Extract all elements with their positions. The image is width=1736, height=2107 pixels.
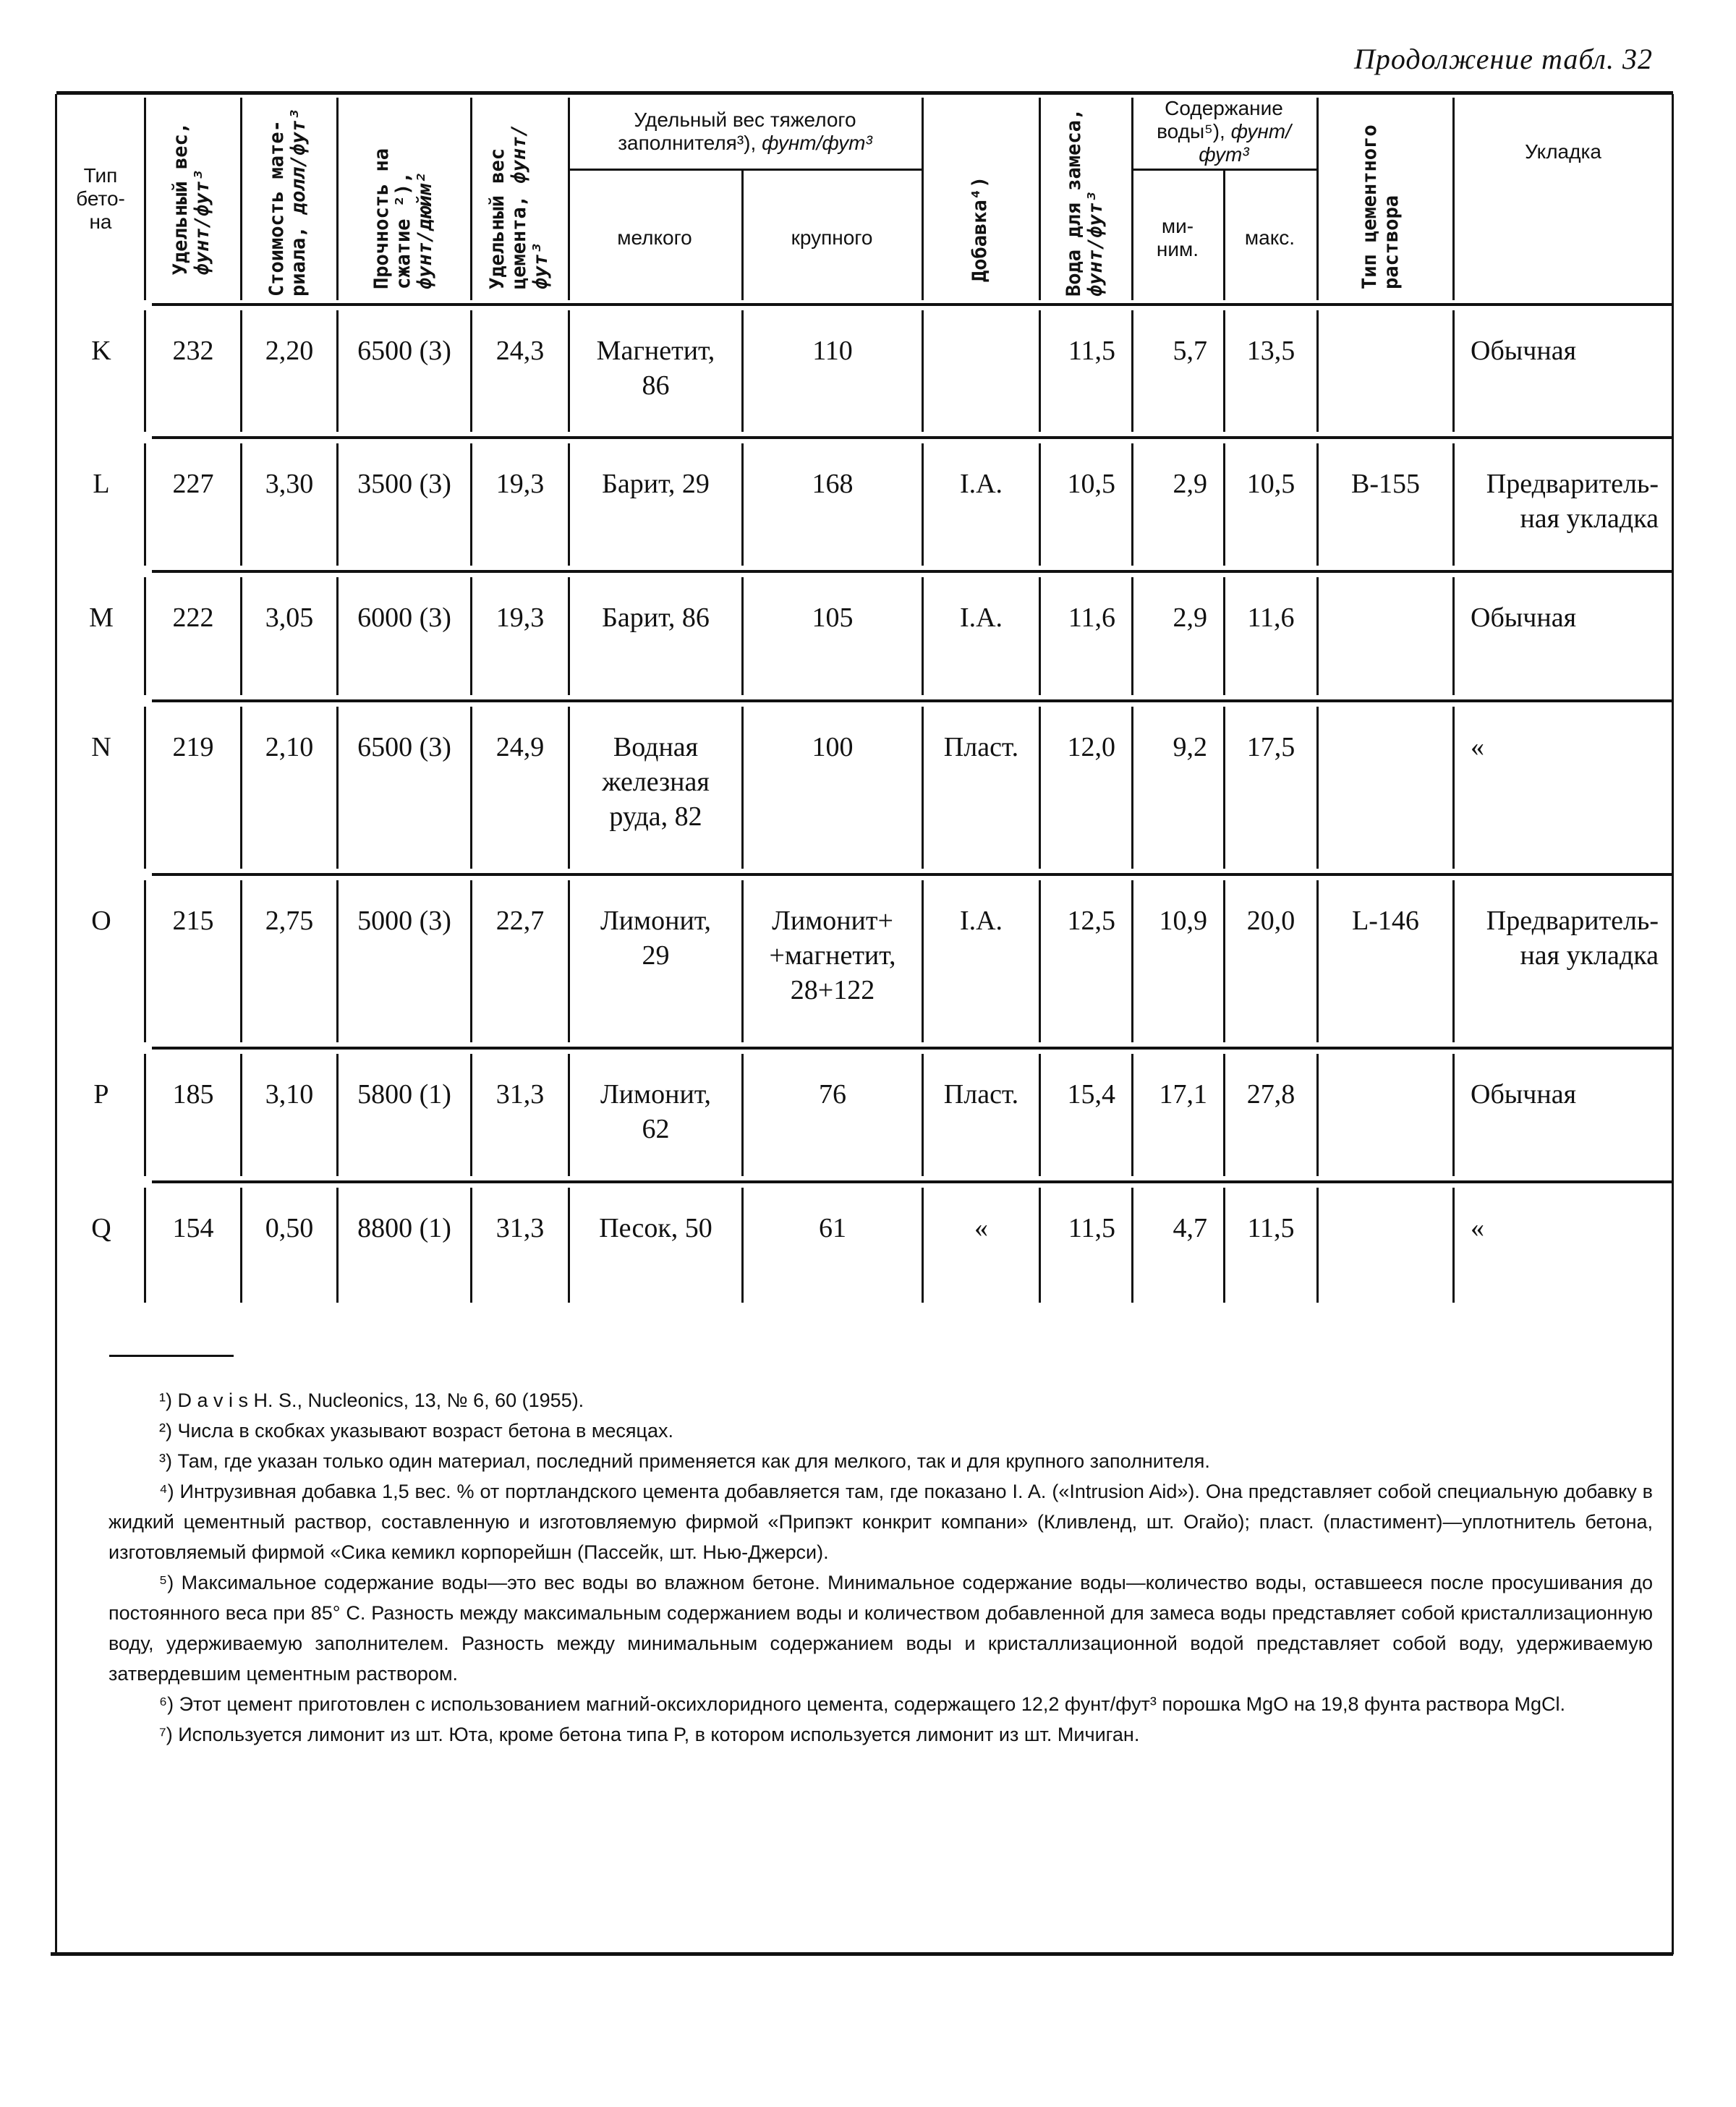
cell-coarse: 100 bbox=[812, 732, 854, 762]
row-separator bbox=[152, 436, 1673, 439]
column-separator bbox=[568, 98, 570, 300]
column-separator bbox=[1131, 98, 1133, 300]
column-separator bbox=[240, 577, 242, 695]
column-separator bbox=[336, 880, 339, 1042]
column-separator bbox=[336, 1188, 339, 1303]
cell-additive: Пласт. bbox=[943, 732, 1019, 762]
cell-density: 227 bbox=[172, 469, 214, 499]
column-separator bbox=[470, 443, 472, 566]
cell-density: 154 bbox=[172, 1213, 214, 1243]
column-separator bbox=[1316, 880, 1319, 1042]
column-separator bbox=[144, 707, 146, 869]
cell-coarse: 61 bbox=[819, 1213, 846, 1243]
cell-type: M bbox=[89, 603, 114, 633]
cell-w-min: 2,9 bbox=[1173, 603, 1207, 633]
header-grout-type: Тип цементного раствора bbox=[1358, 124, 1403, 289]
column-separator bbox=[1131, 310, 1133, 432]
column-separator bbox=[1131, 443, 1133, 566]
cell-density: 219 bbox=[172, 732, 214, 762]
cell-placement: Обычная bbox=[1471, 603, 1577, 633]
cell-cement: 19,3 bbox=[495, 603, 545, 633]
cell-cost: 3,05 bbox=[265, 603, 314, 633]
cell-grout bbox=[1319, 1048, 1452, 1182]
column-separator bbox=[240, 1188, 242, 1303]
cell-placement: Предваритель-ная укладка bbox=[1486, 469, 1659, 534]
column-separator bbox=[1131, 1054, 1133, 1176]
column-separator bbox=[1452, 1188, 1455, 1303]
column-separator bbox=[568, 880, 570, 1042]
column-separator bbox=[470, 1188, 472, 1303]
page-title: Продолжение табл. 32 bbox=[1353, 43, 1653, 75]
row-separator bbox=[152, 699, 1673, 702]
footnotes bbox=[109, 1385, 1653, 1750]
cell-w-min: 10,9 bbox=[1159, 906, 1207, 936]
column-separator bbox=[1039, 880, 1041, 1042]
cell-type: P bbox=[93, 1079, 109, 1110]
column-separator bbox=[240, 443, 242, 566]
column-separator bbox=[144, 443, 146, 566]
column-separator bbox=[1452, 310, 1455, 432]
cell-mix-water: 11,6 bbox=[1068, 603, 1115, 633]
cell-w-max: 20,0 bbox=[1246, 906, 1295, 936]
cell-w-min: 9,2 bbox=[1173, 732, 1207, 762]
header-water-min: ми-ним. bbox=[1156, 214, 1199, 260]
column-separator bbox=[922, 1188, 924, 1303]
cell-fine: Лимонит, 29 bbox=[600, 906, 712, 971]
column-separator bbox=[1316, 310, 1319, 432]
header-coarse: крупного bbox=[791, 226, 873, 249]
cell-strength: 6500 (3) bbox=[357, 732, 451, 762]
cell-cement: 24,3 bbox=[495, 336, 545, 366]
cell-fine: Барит, 29 bbox=[602, 469, 710, 499]
cell-w-max: 10,5 bbox=[1246, 469, 1295, 499]
cell-w-max: 17,5 bbox=[1246, 732, 1295, 762]
cell-strength: 5000 (3) bbox=[357, 906, 451, 936]
cell-strength: 3500 (3) bbox=[357, 469, 451, 499]
column-separator bbox=[568, 1054, 570, 1176]
cell-density: 185 bbox=[172, 1079, 214, 1110]
column-separator bbox=[741, 310, 744, 432]
header-density: Удельный вес, фунт/фут³ bbox=[169, 122, 213, 276]
cell-additive: « bbox=[974, 1213, 988, 1243]
header-fine: мелкого bbox=[617, 226, 692, 249]
column-separator bbox=[922, 98, 924, 300]
cell-strength: 6000 (3) bbox=[357, 603, 451, 633]
column-separator bbox=[1039, 98, 1041, 300]
column-separator bbox=[568, 310, 570, 432]
column-separator bbox=[741, 880, 744, 1042]
column-separator bbox=[922, 880, 924, 1042]
column-separator bbox=[336, 707, 339, 869]
footnote-rule bbox=[109, 1355, 234, 1357]
cell-additive: I.A. bbox=[959, 469, 1003, 499]
column-separator bbox=[1316, 1054, 1319, 1176]
column-separator bbox=[240, 98, 242, 300]
cell-additive bbox=[924, 305, 1039, 438]
cell-type: O bbox=[91, 906, 111, 936]
cell-type: Q bbox=[91, 1213, 111, 1243]
cell-type: L bbox=[93, 469, 110, 499]
cell-cement: 31,3 bbox=[495, 1213, 545, 1243]
column-separator bbox=[741, 171, 744, 300]
column-separator bbox=[741, 1054, 744, 1176]
cell-w-min: 17,1 bbox=[1159, 1079, 1207, 1110]
header-water-max: макс. bbox=[1244, 226, 1295, 249]
frame-bottom-rule bbox=[51, 1952, 1673, 1956]
column-separator bbox=[336, 443, 339, 566]
header-cost: Стоимость мате-риала, долл/фут³ bbox=[265, 108, 310, 297]
cell-grout: B-155 bbox=[1351, 469, 1420, 499]
frame-right bbox=[1672, 94, 1674, 1954]
column-separator bbox=[922, 1054, 924, 1176]
cell-grout bbox=[1319, 701, 1452, 874]
column-separator bbox=[1223, 443, 1225, 566]
cell-w-min: 5,7 bbox=[1173, 336, 1207, 366]
column-separator bbox=[336, 98, 339, 300]
table-top-rule bbox=[56, 91, 1673, 95]
column-separator bbox=[240, 310, 242, 432]
column-separator bbox=[922, 577, 924, 695]
cell-cement: 19,3 bbox=[495, 469, 545, 499]
column-separator bbox=[144, 577, 146, 695]
column-separator bbox=[240, 1054, 242, 1176]
cell-coarse: Лимонит+ +магнетит, 28+122 bbox=[769, 906, 896, 1005]
column-separator bbox=[1131, 1188, 1133, 1303]
cell-grout bbox=[1319, 571, 1452, 701]
column-separator bbox=[741, 1188, 744, 1303]
column-separator bbox=[1223, 707, 1225, 869]
cell-grout bbox=[1319, 1182, 1452, 1308]
column-separator bbox=[1452, 577, 1455, 695]
header-aggregate-group: Удельный вес тяжелого заполнителя³), фунт/фут³ bbox=[618, 108, 872, 154]
cell-cost: 2,75 bbox=[265, 906, 314, 936]
column-separator bbox=[144, 880, 146, 1042]
cell-additive: I.A. bbox=[959, 906, 1003, 936]
column-separator bbox=[568, 577, 570, 695]
cell-additive: Пласт. bbox=[943, 1079, 1019, 1110]
footnote: ⁷) Используется лимонит из шт. Юта, кроме бетона типа P, в котором используется лимонит из шт. Мичиган. bbox=[159, 1724, 1140, 1745]
cell-mix-water: 10,5 bbox=[1067, 469, 1115, 499]
column-separator bbox=[1223, 171, 1225, 300]
column-separator bbox=[1223, 1054, 1225, 1176]
column-separator bbox=[1316, 1188, 1319, 1303]
column-separator bbox=[741, 443, 744, 566]
column-separator bbox=[1039, 443, 1041, 566]
column-separator bbox=[1316, 98, 1319, 300]
cell-type: N bbox=[91, 732, 111, 762]
cell-additive: I.A. bbox=[959, 603, 1003, 633]
column-separator bbox=[470, 98, 472, 300]
cell-cost: 3,30 bbox=[265, 469, 314, 499]
footnote: ⁵) Максимальное содержание воды—это вес воды во влажном бетоне. Минимальное содержание воды—количество воды, оставшееся после просушивания до постоянного веса при 85° С. Разность между максимальным содержанием воды и количеством добавленной для замеса воды представляет собой кристаллизационную воду, удерживаемую заполнителем. Разность между минимальным содержанием воды и кристаллизационной водой представляет собой воду, удерживаемую затвердевшим цементным раствором. bbox=[109, 1572, 1653, 1685]
cell-cost: 3,10 bbox=[265, 1079, 314, 1110]
column-separator bbox=[336, 577, 339, 695]
header-mix-water: Вода для замеса, фунт/фут³ bbox=[1063, 108, 1107, 297]
column-separator bbox=[240, 707, 242, 869]
cell-w-min: 2,9 bbox=[1173, 469, 1207, 499]
cell-cement: 31,3 bbox=[495, 1079, 545, 1110]
column-separator bbox=[1039, 1188, 1041, 1303]
cell-mix-water: 11,5 bbox=[1068, 1213, 1115, 1243]
header-water-group: Содержание воды⁵), фунт/фут³ bbox=[1157, 97, 1291, 166]
column-separator bbox=[1131, 707, 1133, 869]
header-cement-weight: Удельный вес цемента, фунт/фут³ bbox=[485, 124, 552, 289]
footnote: ⁴) Интрузивная добавка 1,5 вес. % от портландского цемента добавляется там, где показано I. A. («Intrusion Aid»). Она представляет собой специальную добавку в жидкий цементный раствор, составленную и изготовляемую фирмой «Припэкт конкрит компани» (Кливленд, шт. Огайо); пласт. (пластимент)—уплотнитель бетона, изготовляемый фирмой «Сика кемикл корпорейшн (Пассейк, шт. Нью-Джерси). bbox=[109, 1481, 1653, 1563]
cell-cost: 0,50 bbox=[265, 1213, 314, 1243]
column-separator bbox=[1223, 310, 1225, 432]
cell-placement: Обычная bbox=[1471, 336, 1577, 366]
column-separator bbox=[470, 577, 472, 695]
column-separator bbox=[1223, 880, 1225, 1042]
cell-fine: Водная железная руда, 82 bbox=[602, 732, 710, 832]
cell-coarse: 168 bbox=[812, 469, 854, 499]
cell-w-max: 27,8 bbox=[1246, 1079, 1295, 1110]
column-separator bbox=[1452, 443, 1455, 566]
cell-placement: « bbox=[1471, 732, 1484, 762]
column-separator bbox=[1131, 577, 1133, 695]
column-separator bbox=[336, 1054, 339, 1176]
row-separator bbox=[152, 1180, 1673, 1183]
cell-fine: Лимонит, 62 bbox=[600, 1079, 712, 1144]
column-separator bbox=[922, 707, 924, 869]
row-separator bbox=[152, 873, 1673, 876]
cell-w-max: 11,5 bbox=[1247, 1213, 1295, 1243]
cell-fine: Песок, 50 bbox=[599, 1213, 712, 1243]
column-separator bbox=[741, 577, 744, 695]
column-separator bbox=[470, 707, 472, 869]
cell-type: K bbox=[91, 336, 111, 366]
column-separator bbox=[922, 443, 924, 566]
cell-placement: Предваритель-ная укладка bbox=[1486, 906, 1659, 971]
column-separator bbox=[1039, 310, 1041, 432]
cell-w-max: 13,5 bbox=[1246, 336, 1295, 366]
column-separator bbox=[1452, 880, 1455, 1042]
cell-strength: 6500 (3) bbox=[357, 336, 451, 366]
frame-left bbox=[55, 94, 57, 1954]
cell-density: 222 bbox=[172, 603, 214, 633]
column-separator bbox=[1039, 707, 1041, 869]
cell-fine: Барит, 86 bbox=[602, 603, 710, 633]
column-separator bbox=[240, 880, 242, 1042]
header-strength: Прочность на сжатие ²), фунт/дюйм² bbox=[370, 148, 436, 289]
column-separator bbox=[336, 310, 339, 432]
cell-placement: « bbox=[1471, 1213, 1484, 1243]
cell-strength: 8800 (1) bbox=[357, 1213, 451, 1243]
column-separator bbox=[1039, 1054, 1041, 1176]
row-separator bbox=[152, 570, 1673, 573]
cell-placement: Обычная bbox=[1471, 1079, 1577, 1110]
cell-strength: 5800 (1) bbox=[357, 1079, 451, 1110]
column-separator bbox=[1452, 707, 1455, 869]
column-separator bbox=[144, 98, 146, 300]
cell-cement: 22,7 bbox=[495, 906, 545, 936]
column-separator bbox=[568, 707, 570, 869]
column-separator bbox=[568, 443, 570, 566]
header-additive: Добавка⁴) bbox=[969, 176, 991, 282]
column-separator bbox=[144, 310, 146, 432]
cell-mix-water: 12,5 bbox=[1067, 906, 1115, 936]
column-separator bbox=[741, 707, 744, 869]
cell-cement: 24,9 bbox=[495, 732, 545, 762]
cell-w-min: 4,7 bbox=[1173, 1213, 1207, 1243]
column-separator bbox=[1223, 1188, 1225, 1303]
cell-mix-water: 12,0 bbox=[1067, 732, 1115, 762]
column-separator bbox=[922, 310, 924, 432]
cell-coarse: 76 bbox=[819, 1079, 846, 1110]
cell-density: 215 bbox=[172, 906, 214, 936]
cell-fine: Магнетит, 86 bbox=[596, 336, 715, 401]
column-separator bbox=[470, 1054, 472, 1176]
cell-mix-water: 11,5 bbox=[1068, 336, 1115, 366]
cell-coarse: 110 bbox=[812, 336, 853, 366]
column-separator bbox=[144, 1054, 146, 1176]
cell-grout: L-146 bbox=[1352, 906, 1419, 936]
column-separator bbox=[1316, 443, 1319, 566]
cell-w-max: 11,6 bbox=[1247, 603, 1295, 633]
row-separator bbox=[152, 303, 1673, 306]
column-separator bbox=[1316, 707, 1319, 869]
column-separator bbox=[1452, 98, 1455, 300]
column-separator bbox=[144, 1188, 146, 1303]
column-separator bbox=[1223, 577, 1225, 695]
column-separator bbox=[1452, 1054, 1455, 1176]
footnote: ¹) D a v i s H. S., Nucleonics, 13, № 6, 60 (1955). bbox=[159, 1389, 584, 1411]
cell-grout bbox=[1319, 305, 1452, 438]
footnote: ³) Там, где указан только один материал, последний применяется как для мелкого, так и для крупного заполнителя. bbox=[159, 1450, 1210, 1472]
column-separator bbox=[568, 1188, 570, 1303]
column-separator bbox=[470, 880, 472, 1042]
cell-density: 232 bbox=[172, 336, 214, 366]
column-separator bbox=[470, 310, 472, 432]
footnote: ⁶) Этот цемент приготовлен с использованием магний-оксихлоридного цемента, содержащего 12,2 фунт/фут³ порошка MgO на 19,8 фунта раствора MgCl. bbox=[159, 1693, 1565, 1715]
footnote: ²) Числа в скобках указывают возраст бетона в месяцах. bbox=[159, 1420, 674, 1442]
row-separator bbox=[152, 1047, 1673, 1050]
column-separator bbox=[1039, 577, 1041, 695]
header-placement: Укладка bbox=[1525, 140, 1601, 163]
cell-mix-water: 15,4 bbox=[1067, 1079, 1115, 1110]
header-type: Тип бето-на bbox=[76, 164, 125, 233]
cell-coarse: 105 bbox=[812, 603, 854, 633]
column-separator bbox=[1316, 577, 1319, 695]
cell-cost: 2,10 bbox=[265, 732, 314, 762]
aggregate-subheader-rule bbox=[568, 169, 922, 171]
column-separator bbox=[1131, 880, 1133, 1042]
cell-cost: 2,20 bbox=[265, 336, 314, 366]
